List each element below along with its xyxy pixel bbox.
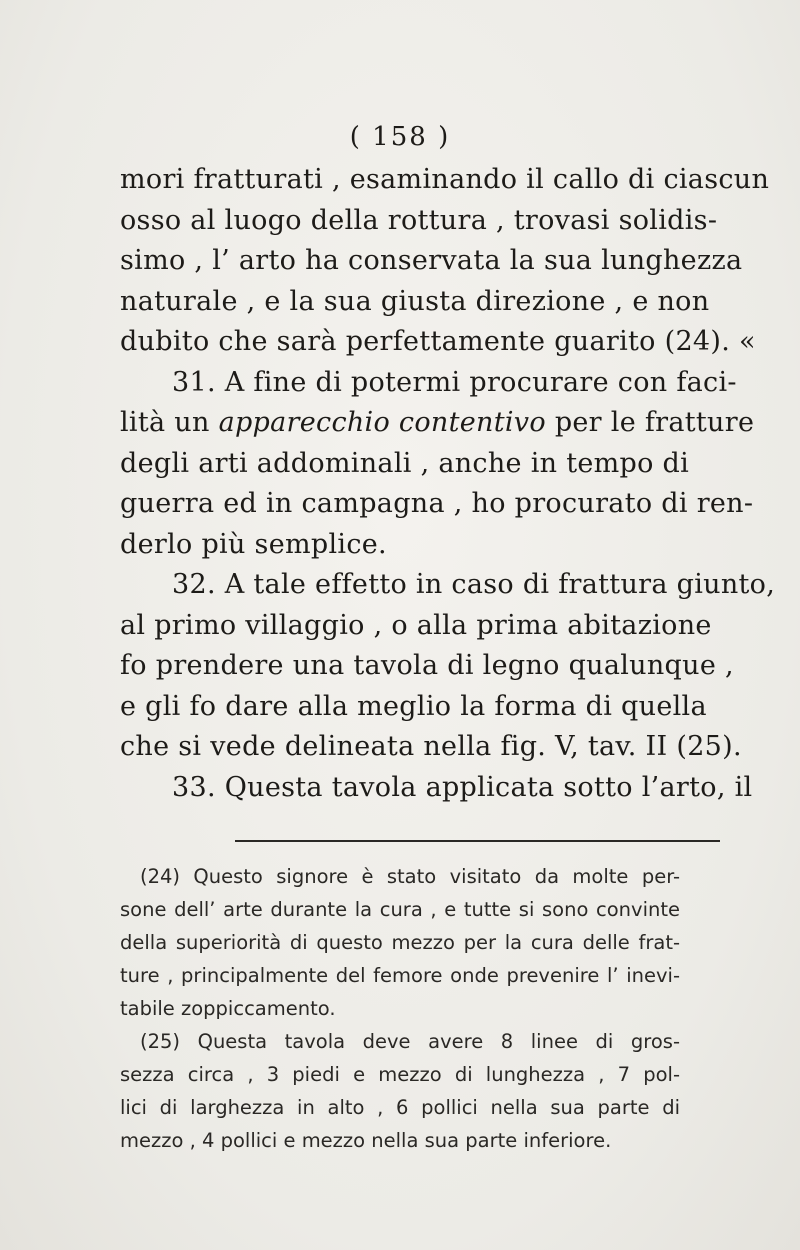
text-line: simo , l’ arto ha conservata la sua lunghezza [120, 245, 743, 276]
footnote-24-start: (24) Questo signore è stato visitato da molte per- [140, 865, 680, 888]
paragraph-31-start: 31. A fine di potermi procurare con faci- [172, 366, 737, 398]
footnote-line: sezza circa , 3 piedi e mezzo di lunghezza , 7 pol- [120, 1063, 680, 1086]
text-line: dubito che sarà perfettamente guarito (24). « [120, 326, 756, 357]
footnote-divider [235, 840, 720, 842]
main-text [120, 160, 776, 808]
paragraph-32-start: 32. A tale effetto in caso di frattura giunto, [172, 569, 776, 600]
text-line: e gli fo dare alla meglio la forma di quella [120, 690, 707, 722]
footnote-line: ture , principalmente del femore onde prevenire l’ inevi- [120, 964, 680, 987]
text-line-mixed [120, 403, 755, 444]
footnote-line: lici di larghezza in alto , 6 pollici nella sua parte di [120, 1096, 680, 1119]
text-fragment: per le fratture [554, 407, 755, 438]
footnote-line: mezzo , 4 pollici e mezzo nella sua parte inferiore. [120, 1129, 612, 1152]
text-line: derlo più semplice. [120, 528, 387, 560]
text-line: osso al luogo della rottura , trovasi solidis- [120, 204, 718, 236]
text-line: fo prendere una tavola di legno qualunque , [120, 650, 734, 681]
footnote-line: tabile zoppiccamento. [120, 997, 336, 1020]
page-number: ( 158 ) [349, 122, 451, 152]
footnote-line: sone dell’ arte durante la cura , e tutte si sono convinte [120, 898, 680, 921]
italic-term: apparecchio contentivo [218, 407, 546, 438]
text-line: naturale , e la sua giusta direzione , e non [120, 285, 710, 317]
footnotes [120, 860, 680, 1157]
text-line: degli arti addominali , anche in tempo di [120, 447, 690, 479]
text-line: guerra ed in campagna , ho procurato di ren- [120, 488, 754, 519]
text-line: mori fratturati , esaminando il callo di ciascun [120, 164, 770, 195]
footnote-line: della superiorità di questo mezzo per la cura delle frat- [120, 931, 680, 954]
text-line: al primo villaggio , o alla prima abitazione [120, 609, 712, 641]
text-line: che si vede delineata nella fig. V, tav. II (25). [120, 731, 742, 762]
paragraph-33-start: 33. Questa tavola applicata sotto l’arto, il [172, 771, 753, 803]
footnote-25-start: (25) Questa tavola deve avere 8 linee di gros- [140, 1030, 680, 1053]
text-fragment: lità un [120, 407, 210, 438]
